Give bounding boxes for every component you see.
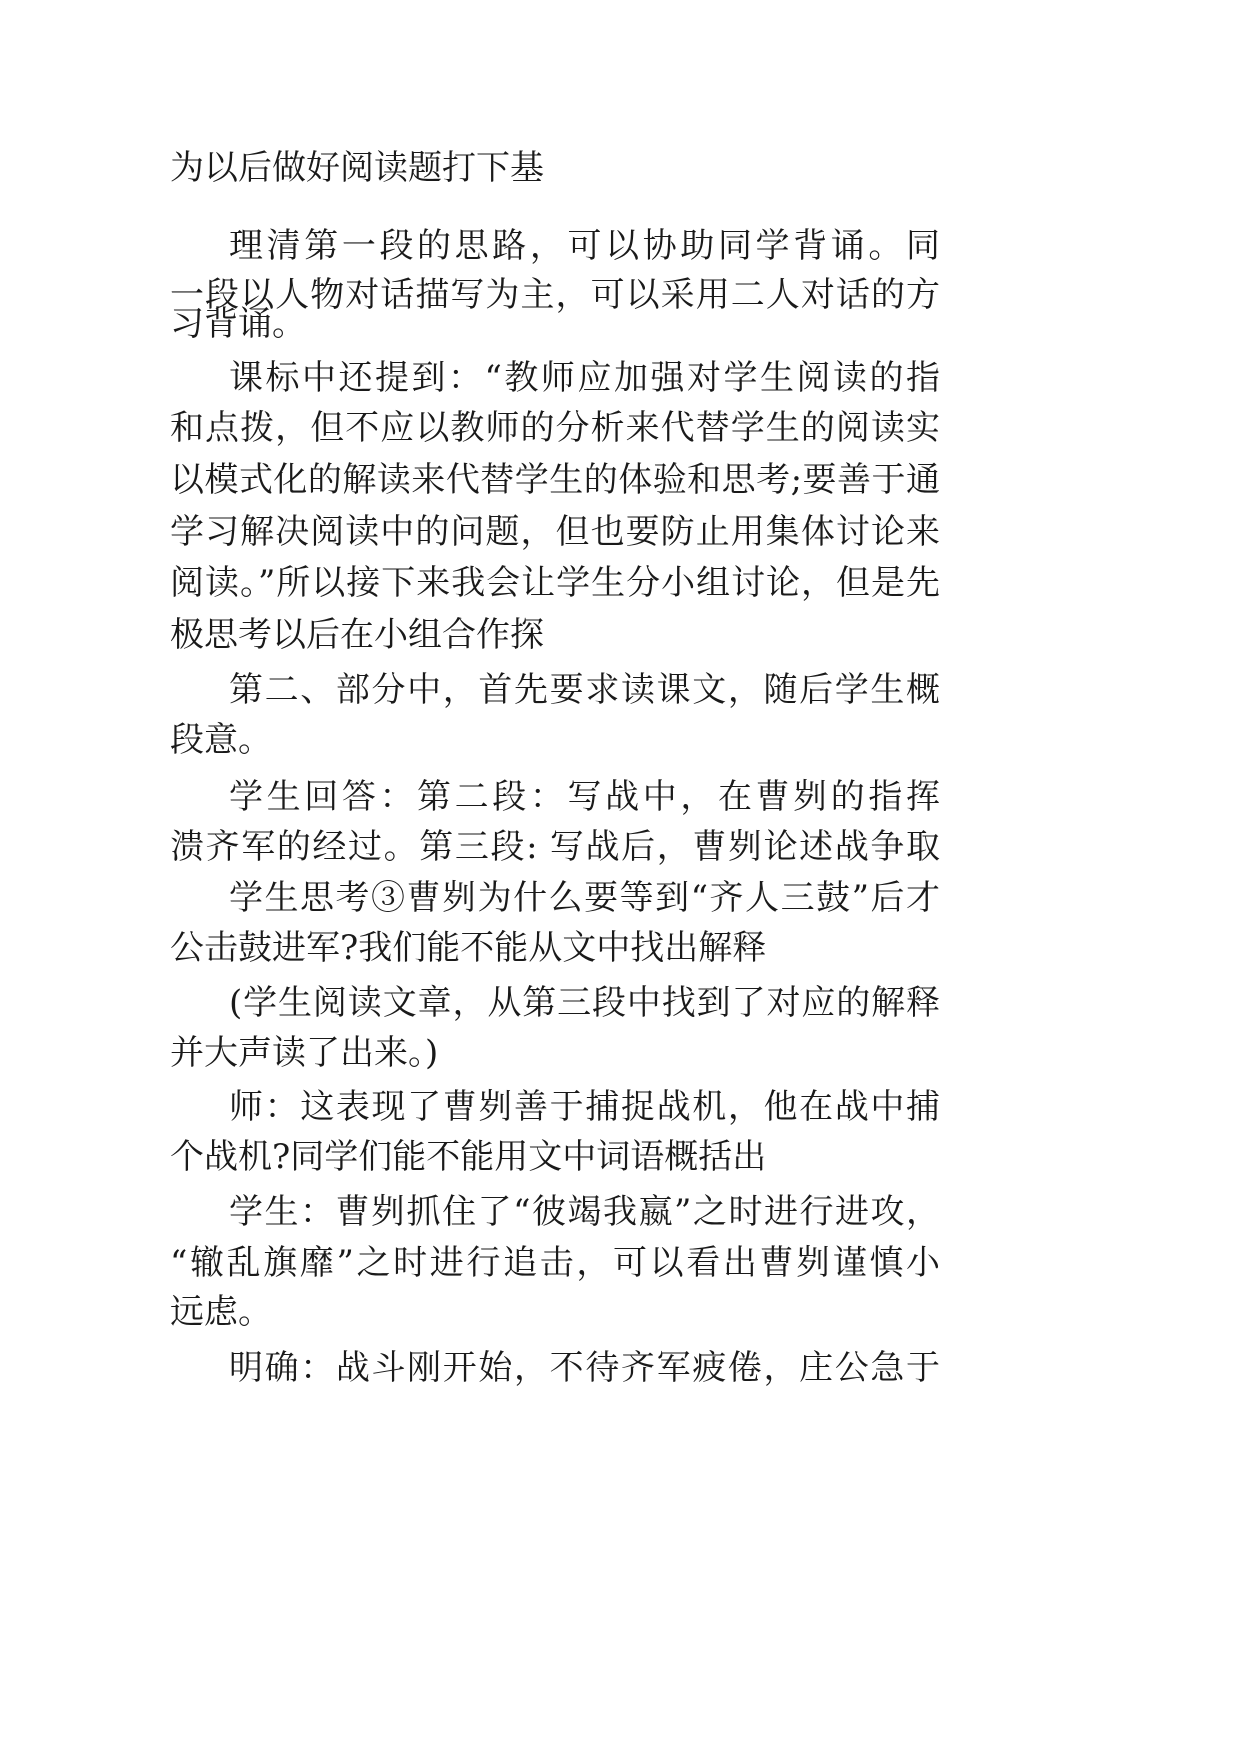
- text-line-content: 以模式化的解读来代替学生的体验和思考;要善于通: [170, 460, 940, 500]
- text-line-content: 课标中还提到：“教师应加强对学生阅读的指: [229, 358, 940, 398]
- text-line: [0, 1023, 1241, 1083]
- text-line-content: 远虑。: [170, 1292, 272, 1332]
- text-line: [0, 138, 1241, 198]
- text-line-content: 段意。: [170, 720, 272, 760]
- text-line-content: 和点拨，但不应以教师的分析来代替学生的阅读实: [170, 408, 940, 448]
- text-line: [0, 294, 1241, 354]
- text-line-content: 第二、部分中，首先要求读课文，随后学生概: [229, 670, 940, 710]
- text-line-content: (学生阅读文章，从第三段中找到了对应的解释: [229, 983, 940, 1023]
- text-line-content: 师：这表现了曹刿善于捕捉战机，他在战中捕: [229, 1087, 940, 1127]
- text-line-content: 明确：战斗刚开始，不待齐军疲倦，庄公急于: [229, 1348, 940, 1388]
- text-line-content: 个战机?同学们能不能用文中词语概括出: [170, 1137, 767, 1177]
- text-line-content: “辙乱旗靡”之时进行追击，可以看出曹刿谨慎小: [170, 1243, 940, 1283]
- text-line-content: 一段以人物对话描写为主，可以采用二人对话的方: [170, 275, 940, 315]
- text-line: [0, 1282, 1241, 1342]
- text-line: [0, 710, 1241, 770]
- text-line-content: 习背诵。: [170, 304, 306, 344]
- text-line-content: 公击鼓进军?我们能不能从文中找出解释: [170, 928, 767, 968]
- text-line: [0, 553, 1241, 613]
- text-line: [0, 398, 1241, 458]
- text-line-content: 极思考以后在小组合作探: [170, 615, 544, 655]
- text-line: [0, 1338, 1241, 1398]
- text-line: [0, 1127, 1241, 1187]
- text-line: [0, 918, 1241, 978]
- text-line-content: 学生：曹刿抓住了“彼竭我嬴”之时进行进攻，: [229, 1192, 940, 1232]
- text-line: [0, 605, 1241, 665]
- text-line: [0, 450, 1241, 510]
- text-line-content: 学习解决阅读中的问题，但也要防止用集体讨论来: [170, 512, 940, 552]
- text-line-content: 溃齐军的经过。第三段: 写战后，曹刿论述战争取: [170, 827, 940, 867]
- text-line-content: 并大声读了出来。): [170, 1033, 439, 1073]
- text-line-content: 学生思考③曹刿为什么要等到“齐人三鼓”后才: [229, 878, 940, 918]
- text-line-content: 理清第一段的思路，可以协助同学背诵。同: [229, 226, 940, 266]
- text-line-content: 阅读。”所以接下来我会让学生分小组讨论，但是先: [170, 563, 940, 603]
- text-line-content: 为以后做好阅读题打下基: [170, 148, 544, 188]
- text-line-content: 学生回答：第二段：写战中，在曹刿的指挥: [229, 777, 940, 817]
